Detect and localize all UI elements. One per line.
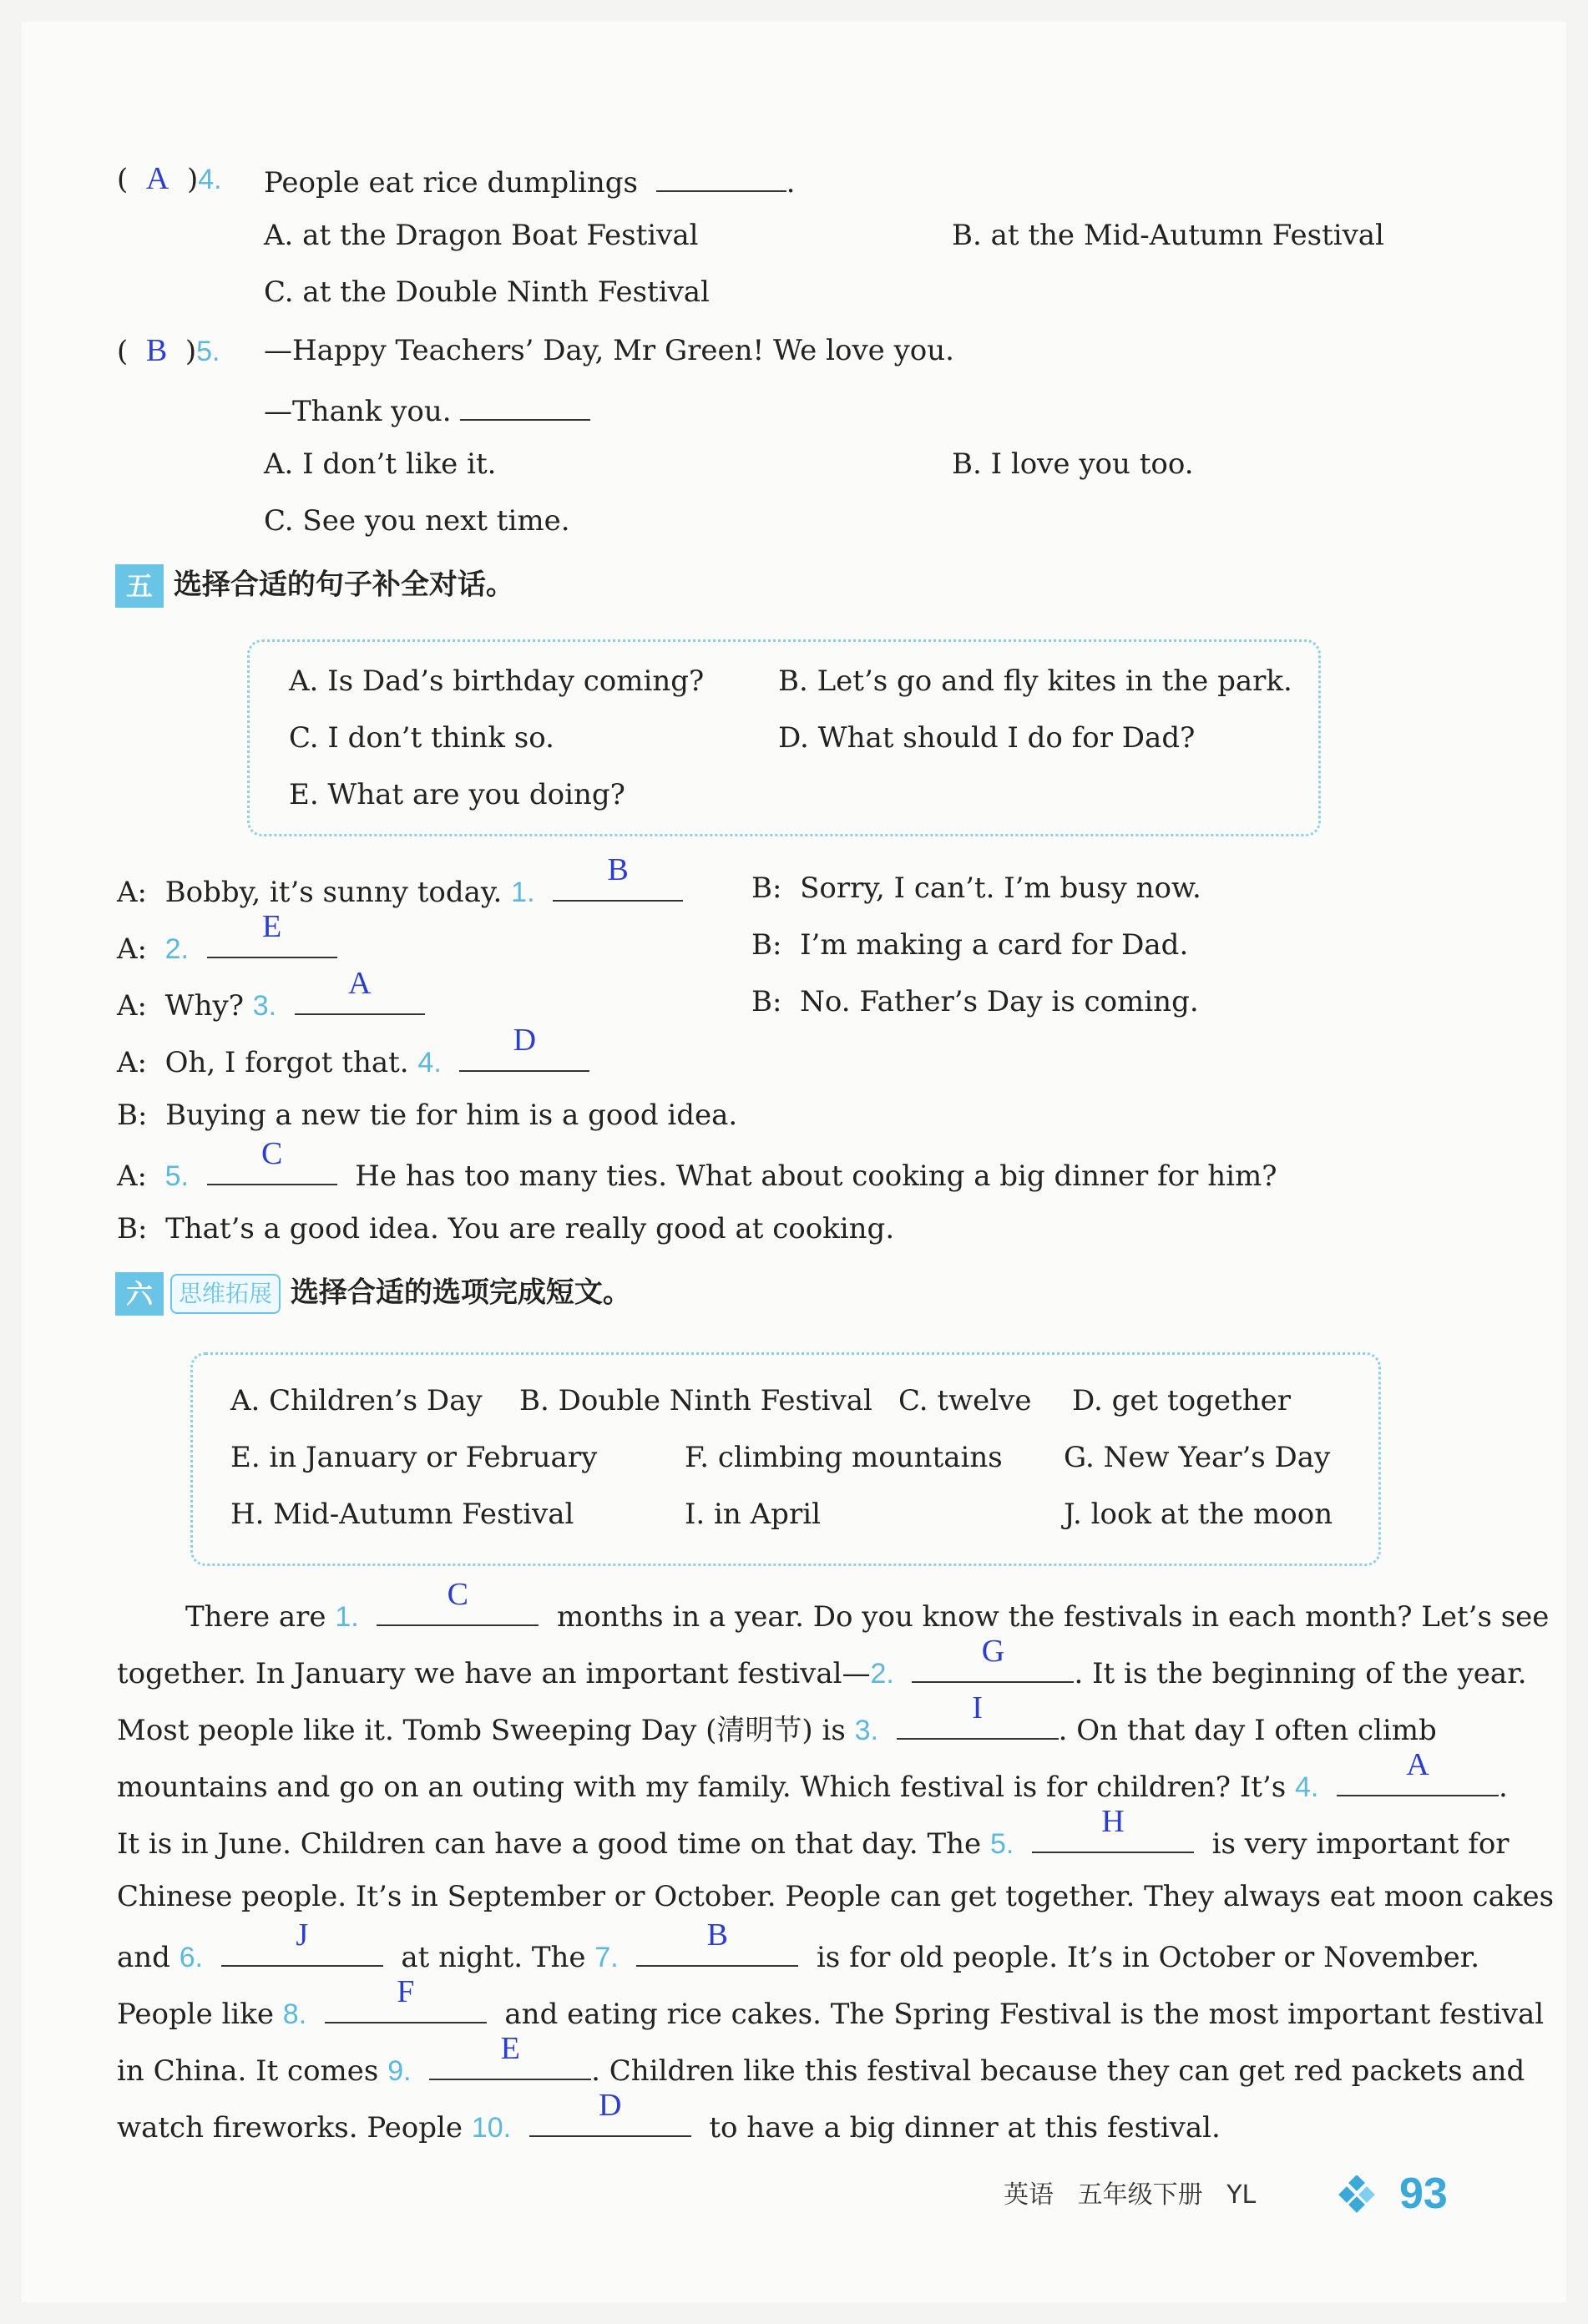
option-c: C. twelve [898,1384,1032,1417]
answer-3: A [347,966,372,1001]
option-i: I. in April [685,1498,821,1531]
answer-5: H [1101,1804,1125,1839]
section-title: 选择合适的选项完成短文。 [290,1276,631,1310]
dialogue-line: B: Sorry, I can’t. I’m busy now. [751,872,1201,905]
option-b: B. Let’s go and fly kites in the park. [778,664,1292,698]
answer-blank[interactable] [207,909,337,958]
section-title: 选择合适的句子补全对话。 [173,568,514,602]
answer-6: J [296,1917,309,1953]
passage-line: Most people like it. Tomb Sweeping Day (清明节) is 3. I . On that day I often climb [117,1690,1437,1747]
diamond-icon [1338,2175,1376,2217]
answer-blank[interactable] [553,852,683,902]
option-h: H. Mid-Autumn Festival [230,1498,574,1531]
section-tag: 思维拓展 [170,1274,281,1314]
answer-9: E [500,2031,520,2066]
page-number: 93 [1399,2170,1448,2218]
option-b: B. I love you too. [952,447,1194,481]
answer-4: D [513,1023,537,1058]
answer-blank[interactable] [325,1974,487,2023]
answer-blank[interactable] [377,1577,539,1626]
answer-blank[interactable] [460,391,590,421]
dialogue-line: B: Buying a new tie for him is a good idea. [117,1099,738,1132]
option-c: C. I don’t think so. [289,721,554,755]
dialogue-line: A: 5. C He has too many ties. What about cooking a big dinner for him? [117,1136,1277,1193]
answer-7: B [706,1917,728,1953]
passage-line: mountains and go on an outing with my family. Which festival is for children? It’s 4. A . [117,1747,1508,1804]
answer-3: I [972,1690,983,1725]
answer-blank[interactable] [221,1917,383,1967]
passage-line: together. In January we have an important festival—2. G . It is the beginning of the year. [117,1634,1527,1690]
footer-subject: 英语 [1004,2180,1054,2210]
answer-8: F [397,1974,415,2009]
answer-blank[interactable] [656,162,786,192]
answer-blank[interactable] [636,1917,798,1967]
dialogue-line: A: Bobby, it’s sunny today. 1. B [117,872,683,909]
dialogue-line: A: Why? 3. A [117,985,425,1023]
section-6-heading [115,1272,631,1316]
option-a: A. I don’t like it. [264,447,497,481]
dialogue-line: A: 2. E [117,928,337,966]
question-4: ( A )4. [117,161,222,196]
option-a: A. Children’s Day [230,1384,483,1417]
option-c: C. See you next time. [264,504,570,538]
answer-1: C [447,1577,468,1612]
section-badge: 五 [115,564,164,608]
answer-blank[interactable] [897,1690,1059,1740]
option-e: E. in January or February [230,1441,598,1474]
dialogue-line: B: That’s a good idea. You are really good at cooking. [117,1212,895,1245]
footer [1004,2170,1256,2220]
answer-4: A [1406,1747,1429,1782]
answer-q4: A [145,161,169,196]
footer-edition: YL [1226,2180,1257,2210]
answer-blank[interactable] [207,1136,337,1185]
option-f: F. climbing mountains [685,1441,1003,1474]
answer-1: B [607,852,629,887]
option-d: D. What should I do for Dad? [778,721,1196,755]
passage-line: and 6. J at night. The 7. B is for old people. It’s in October or November. [117,1917,1480,1974]
section-5-heading [115,564,514,608]
answer-blank[interactable] [295,966,425,1015]
passage-line: It is in June. Children can have a good time on that day. The 5. H is very important for [117,1804,1510,1861]
answer-blank[interactable] [459,1023,589,1072]
dialogue-line: —Thank you. [264,391,590,428]
dialogue-line: —Happy Teachers’ Day, Mr Green! We love you. [264,334,954,367]
footer-grade: 五年级下册 [1077,2180,1203,2210]
option-a: A. Is Dad’s birthday coming? [289,664,705,698]
passage-line: People like 8. F and eating rice cakes. The Spring Festival is the most important festival [117,1974,1545,2031]
question-5: ( B )5. [117,333,220,368]
passage-line: in China. It comes 9. E . Children like this festival because they can get red packets and [117,2031,1525,2088]
question-number: 5. [196,336,220,367]
option-b: B. Double Ninth Festival [519,1384,872,1417]
answer-2: E [262,909,282,944]
dialogue-line: A: Oh, I forgot that. 4. D [117,1042,589,1079]
option-c: C. at the Double Ninth Festival [264,275,710,309]
answer-blank[interactable] [1337,1747,1499,1796]
dialogue-line: B: No. Father’s Day is coming. [751,985,1199,1018]
question-number: 4. [198,164,222,195]
answer-5: C [260,1136,283,1171]
passage-line: Chinese people. It’s in September or October. People can get together. They always eat moon cakes [117,1880,1555,1913]
answer-10: D [599,2088,622,2123]
option-b: B. at the Mid-Autumn Festival [952,219,1384,252]
passage-line: There are 1. C months in a year. Do you know the festivals in each month? Let’s see [185,1577,1550,1634]
question-stem: People eat rice dumplings . [264,162,795,200]
answer-blank[interactable] [529,2088,691,2137]
dialogue-line: B: I’m making a card for Dad. [751,928,1189,962]
option-e: E. What are you doing? [289,778,625,811]
answer-blank[interactable] [429,2031,591,2080]
passage-line: watch fireworks. People 10. D to have a big dinner at this festival. [117,2088,1221,2145]
answer-blank[interactable] [912,1634,1074,1683]
option-j: J. look at the moon [1064,1498,1333,1531]
answer-2: G [981,1634,1005,1669]
option-g: G. New Year’s Day [1064,1441,1331,1474]
answer-blank[interactable] [1032,1804,1194,1853]
answer-q5: B [145,333,168,368]
option-d: D. get together [1072,1384,1291,1417]
option-a: A. at the Dragon Boat Festival [264,219,699,252]
section-badge: 六 [115,1272,164,1316]
